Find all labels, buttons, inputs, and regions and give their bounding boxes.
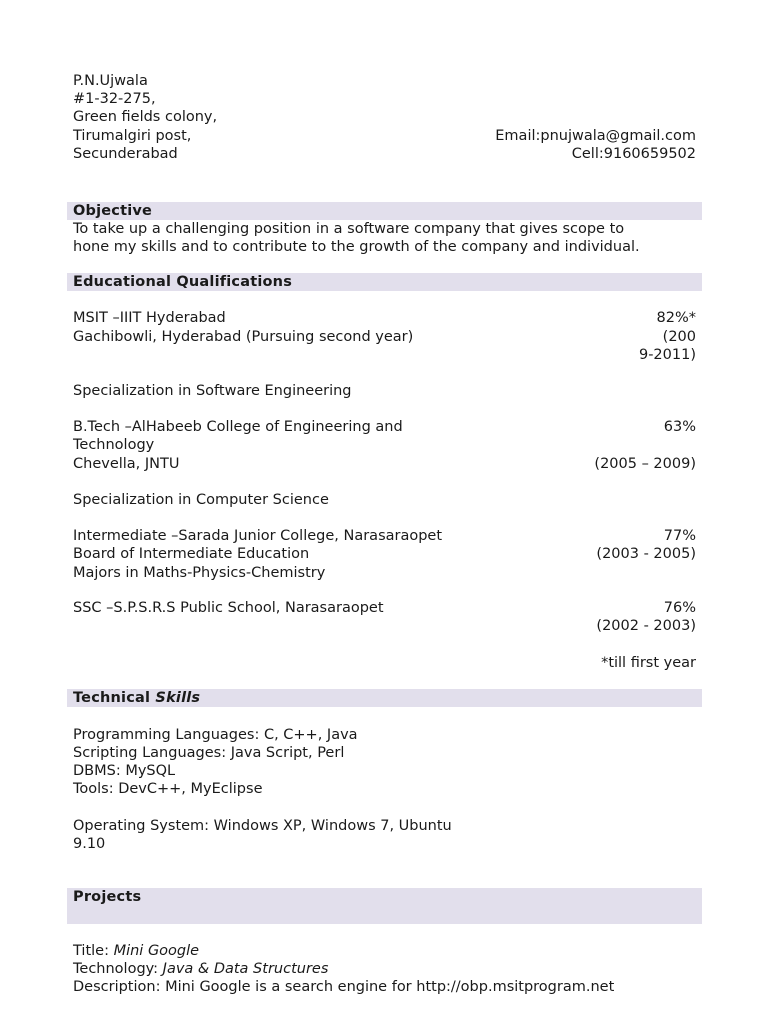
footnote-text: *till first year <box>601 655 696 671</box>
project-title-value: Mini Google <box>113 943 200 959</box>
address-line: Green fields colony, <box>73 109 218 125</box>
specialization-text: Specialization in Software Engineering <box>73 383 352 399</box>
project-technology-label: Technology: <box>73 961 163 977</box>
education-score: 77% <box>663 528 696 544</box>
education-years: (2005 – 2009) <box>594 456 696 472</box>
skill-line: Operating System: Windows XP, Windows 7, Ubuntu <box>73 818 452 834</box>
project-technology-value: Java & Data Structures <box>162 961 329 977</box>
projects-heading: Projects <box>67 888 702 924</box>
education-entry: Gachibowli, Hyderabad (Pursuing second year) <box>73 329 414 345</box>
skill-line: DBMS: MySQL <box>73 763 176 779</box>
education-entry: Intermediate –Sarada Junior College, Narasaraopet <box>73 528 443 544</box>
education-heading: Educational Qualifications <box>67 273 702 291</box>
education-score: 76% <box>663 600 696 616</box>
education-years: 9-2011) <box>638 347 696 363</box>
address-line: #1-32-275, <box>73 91 156 107</box>
education-score: 82%* <box>656 310 696 326</box>
skill-line: Tools: DevC++, MyEclipse <box>73 781 263 797</box>
project-description: Description: Mini Google is a search engine for http://obp.msitprogram.net <box>73 979 615 995</box>
address-line: Tirumalgiri post, <box>73 128 192 144</box>
skills-heading <box>67 689 702 707</box>
project-technology <box>73 960 328 978</box>
education-entry: Chevella, JNTU <box>73 456 180 472</box>
specialization-text: Specialization in Computer Science <box>73 492 329 508</box>
cell-text: Cell:9160659502 <box>571 146 696 162</box>
skills-heading-italic: Skills <box>155 690 201 706</box>
candidate-name: P.N.Ujwala <box>73 73 148 89</box>
skill-line: Programming Languages: C, C++, Java <box>73 727 358 743</box>
education-entry: Board of Intermediate Education <box>73 546 310 562</box>
objective-heading: Objective <box>67 202 702 220</box>
email-text: Email:pnujwala@gmail.com <box>495 128 696 144</box>
address-line: Secunderabad <box>73 146 178 162</box>
skill-line: Scripting Languages: Java Script, Perl <box>73 745 345 761</box>
education-score: 63% <box>663 419 696 435</box>
skill-line: 9.10 <box>73 836 106 852</box>
education-entry: MSIT –IIIT Hyderabad <box>73 310 226 326</box>
skills-heading-text: Technical <box>73 690 156 706</box>
education-years: (2002 - 2003) <box>596 618 696 634</box>
education-entry: SSC –S.P.S.R.S Public School, Narasaraopet <box>73 600 384 616</box>
education-years: (200 <box>662 329 696 345</box>
objective-text: To take up a challenging position in a software company that gives scope to <box>73 221 625 237</box>
education-years: (2003 - 2005) <box>596 546 696 562</box>
project-title-label: Title: <box>73 943 114 959</box>
education-entry: Majors in Maths-Physics-Chemistry <box>73 565 326 581</box>
project-title <box>73 942 199 960</box>
education-entry: B.Tech –AlHabeeb College of Engineering and <box>73 419 403 435</box>
education-entry: Technology <box>73 437 155 453</box>
objective-text: hone my skills and to contribute to the growth of the company and individual. <box>73 239 640 255</box>
